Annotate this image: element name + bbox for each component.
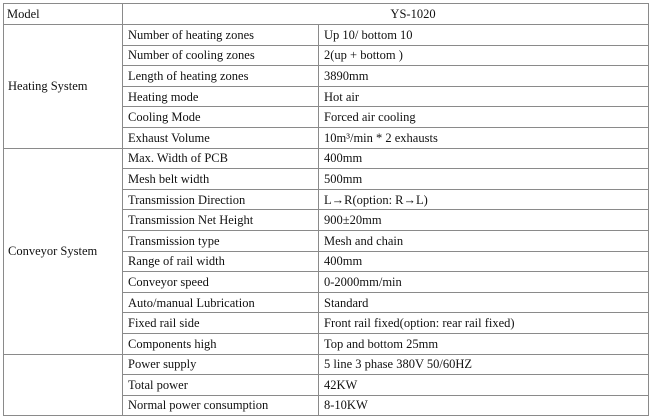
value-cell: 400mm [319,148,649,169]
value-cell: 8-10KW [319,395,649,416]
model-label: Model [4,4,123,25]
parameter-cell: Max. Width of PCB [123,148,319,169]
parameter-cell: Number of heating zones [123,25,319,46]
value-cell: Front rail fixed(option: rear rail fixed) [319,313,649,334]
value-cell: 400mm [319,251,649,272]
parameter-cell: Components high [123,333,319,354]
parameter-cell: Range of rail width [123,251,319,272]
category-cell: Heating System [4,25,123,149]
value-cell: 0-2000mm/min [319,272,649,293]
parameter-cell: Mesh belt width [123,169,319,190]
parameter-cell: Number of cooling zones [123,45,319,66]
spec-row [4,148,649,169]
parameter-cell: Exhaust Volume [123,127,319,148]
spec-table [3,3,649,416]
model-value: YS-1020 [123,4,649,25]
value-cell: 10m³/min * 2 exhausts [319,127,649,148]
parameter-cell: Transmission type [123,230,319,251]
parameter-cell: Power supply [123,354,319,375]
parameter-cell: Total power [123,375,319,396]
category-cell: Conveyor System [4,148,123,354]
spec-row [4,25,649,46]
parameter-cell: Transmission Direction [123,189,319,210]
value-cell: 5 line 3 phase 380V 50/60HZ [319,354,649,375]
parameter-cell: Cooling Mode [123,107,319,128]
value-cell: L→R(option: R→L) [319,189,649,210]
value-cell: Standard [319,292,649,313]
value-cell: 3890mm [319,66,649,87]
parameter-cell: Heating mode [123,86,319,107]
parameter-cell: Normal power consumption [123,395,319,416]
spec-row [4,354,649,375]
parameter-cell: Length of heating zones [123,66,319,87]
model-row [4,4,649,25]
parameter-cell: Auto/manual Lubrication [123,292,319,313]
value-cell: Hot air [319,86,649,107]
value-cell: Up 10/ bottom 10 [319,25,649,46]
value-cell: 42KW [319,375,649,396]
spec-table-body [4,4,649,416]
category-cell [4,354,123,416]
parameter-cell: Conveyor speed [123,272,319,293]
value-cell: 900±20mm [319,210,649,231]
value-cell: 2(up + bottom ) [319,45,649,66]
value-cell: Forced air cooling [319,107,649,128]
value-cell: Mesh and chain [319,230,649,251]
value-cell: Top and bottom 25mm [319,333,649,354]
parameter-cell: Transmission Net Height [123,210,319,231]
value-cell: 500mm [319,169,649,190]
parameter-cell: Fixed rail side [123,313,319,334]
